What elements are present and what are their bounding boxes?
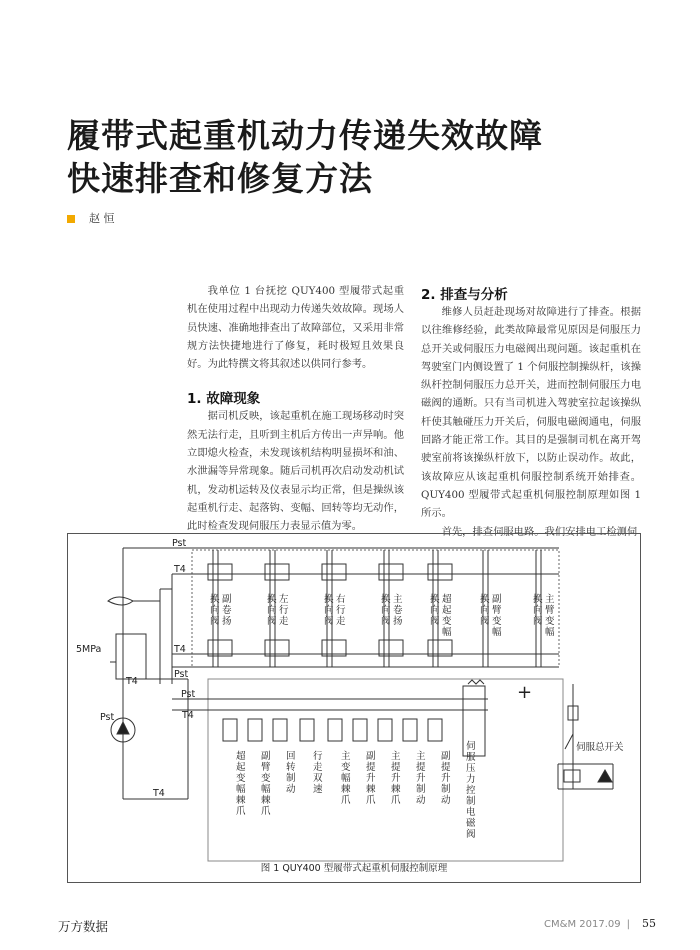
square-bullet-icon [67, 215, 75, 223]
label-solenoid-valve: 伺服压力控制电磁阀 [466, 741, 476, 840]
left-column [187, 282, 404, 536]
footer-divider: | [626, 919, 630, 930]
upper-valve-label: 换向阀超起变幅 [430, 594, 452, 638]
right-column [421, 283, 641, 541]
footer-page-number: 55 [642, 917, 656, 930]
upper-valve-label: 换向阀主卷扬 [381, 594, 403, 627]
label-t4-bottom: T4 [153, 788, 165, 799]
lower-valve-label: 行走双速 [313, 751, 323, 795]
label-t4-top: T4 [174, 564, 186, 575]
lower-valve-label: 回转制动 [286, 751, 296, 795]
upper-valve-label: 换向阀右行走 [324, 594, 346, 627]
intro-paragraph: 我单位 1 台抚挖 QUY400 型履带式起重机在使用过程中出现动力传递失效故障。现场人员快速、准确地排查出了故障部位，又采用非常规方法快捷地进行了修复，耗时极短且效果良好。为此特撰文将其叙述以供同行参考。 [187, 285, 404, 371]
author-line [67, 210, 115, 226]
lower-valve-label: 超起变幅棘爪 [236, 751, 246, 817]
article-title-line2: 快速排查和修复方法 [67, 159, 373, 198]
footer-journal-info [544, 917, 656, 930]
lower-valve-label: 主提升制动 [416, 751, 426, 806]
upper-valve-label: 换向阀副臂变幅 [480, 594, 502, 638]
lower-valve-label: 主变幅棘爪 [341, 751, 351, 806]
upper-valve-label: 换向阀左行走 [267, 594, 289, 627]
label-pst-left: Pst [100, 712, 115, 723]
hydraulic-schematic [68, 534, 642, 884]
article-title-line1: 履带式起重机动力传递失效故障 [67, 116, 543, 155]
label-plus: + [517, 682, 533, 703]
section1-heading: 1. 故障现象 [187, 391, 261, 408]
section2-paragraph: 维修人员赶赴现场对故障进行了排查。根据以往维修经验，此类故障最常见原因是伺服压力总开关或伺服压力电磁阀出现问题。该起重机在驾驶室门内侧设置了 1 个伺服控制操纵杆，该操纵杆控制伺服压力总开关，进而控制伺服压力电磁阀的通断。只有当司机进入驾驶室拉起该操纵杆使其触碰压力开关后，伺服电磁阀通电，伺服回路才能正常工作。其目的是强制司机在离开驾驶室前将该操纵杆放下，以防止误动作。故此，该故障应从该起重机伺服控制系统开始排查。QUY400 型履带式起重机伺服控制原理如图 1 所示。 [421, 306, 641, 520]
lower-valve-label: 副提升制动 [441, 751, 451, 806]
label-pst-low: Pst [181, 689, 196, 700]
upper-valve-label: 换向阀副卷扬 [210, 594, 232, 627]
figure-caption: 图 1 QUY400 型履带式起重机伺服控制原理 [260, 863, 448, 874]
label-pressure: 5MPa [76, 644, 102, 655]
label-t4-mid: T4 [174, 644, 186, 655]
author-name: 赵 恒 [89, 212, 115, 225]
label-t4-low: T4 [182, 710, 194, 721]
section2-paragraph-2: 首先，排查伺服电路。我们安排电工检测伺 [441, 525, 638, 538]
section1-paragraph: 据司机反映，该起重机在施工现场移动时突然无法行走，且听到主机后方传出一声异响。他立即熄火检查，未发现该机结构明显损坏和油、水泄漏等异常现象。随后司机再次启动发动机试机，发动机运转及仪表显示均正常，但是操纵该起重机行走、起落钩、变幅、回转等均无动作，此时检查发现伺服压力表显示值为零。 [187, 410, 404, 533]
upper-valve-label: 换向阀主臂变幅 [533, 594, 555, 638]
footer-journal: CM&M 2017.09 [544, 919, 621, 930]
label-t4-left: T4 [126, 676, 138, 687]
label-pst-top: Pst [172, 538, 187, 549]
lower-valve-label: 副提升棘爪 [366, 751, 376, 806]
label-servo-switch: 伺服总开关 [576, 742, 624, 753]
footer-source: 万方数据 [58, 919, 109, 934]
figure-1 [67, 533, 641, 883]
lower-valve-label: 副臂变幅棘爪 [261, 751, 271, 817]
section2-heading: 2. 排查与分析 [421, 287, 508, 303]
label-pst-mid: Pst [174, 669, 189, 680]
lower-valve-label: 主提升棘爪 [391, 751, 401, 806]
